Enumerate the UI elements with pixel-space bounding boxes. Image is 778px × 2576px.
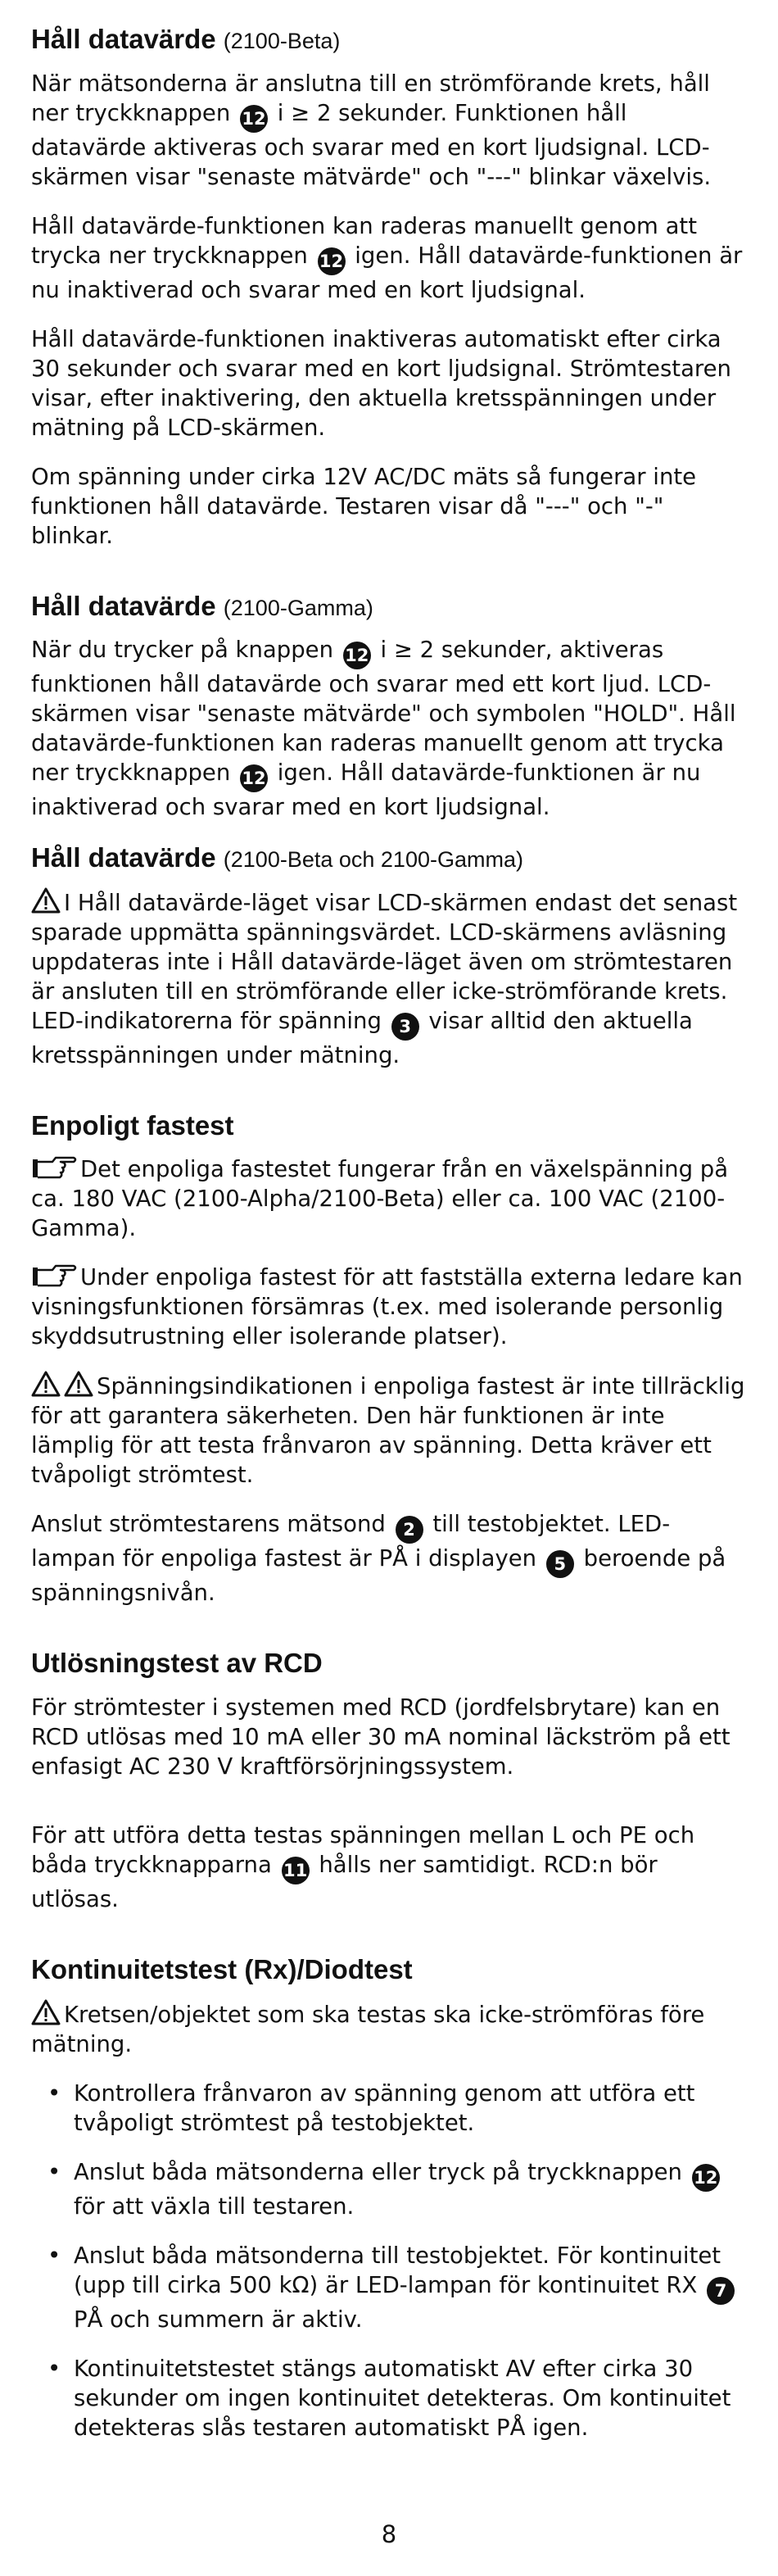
warning-triangle-icon: [31, 1371, 61, 1397]
paragraph: Håll datavärde-funktionen kan raderas manuellt genom att trycka ner tryckknappen 12 igen. Håll datavärde-funktionen är nu inaktiverad och svarar med en kort ljudsignal.: [31, 212, 743, 303]
list-item: • Kontrollera frånvaron av spänning genom att utföra ett tvåpoligt strömtest på testobjektet.: [74, 2079, 745, 2138]
paragraph: Spänningsindikationen i enpoliga fastest är inte tillräcklig för att garantera säkerheten. Den här funktionen är inte lämplig för att testa frånvaron av spänning. Detta kräver ett tvåpoligt strömtest.: [31, 1371, 745, 1490]
warning-triangle-icon: [64, 1371, 93, 1397]
paragraph: Håll datavärde-funktionen inaktiveras automatiskt efter cirka 30 sekunder och svarar med en kort ljudsignal. Strömtestaren visar, efter inaktivering, den aktuella kretsspänningen under mätning på LCD-skärmen.: [31, 325, 731, 441]
list-item: • Anslut båda mätsonderna eller tryck på tryckknappen 12 för att växla till testaren.: [74, 2157, 745, 2221]
callout-number-badge: 12: [692, 2164, 720, 2192]
heading-single-pole: Enpoligt fastest: [31, 1109, 234, 1141]
heading-rcd: Utlösningstest av RCD: [31, 1648, 323, 1679]
paragraph: Anslut strömtestarens mätsond 2 till testobjektet. LED-lampan för enpoliga fastest är PÅ i displayen 5 beroende på spänningsnivån.: [31, 1511, 726, 1607]
heading-hold-beta: Håll datavärde (2100-Beta): [31, 24, 341, 54]
paragraph: Under enpoliga fastest för att fastställa externa ledare kan visningsfunktionen försämras (t.ex. med isolerande personlig skyddsutrustning eller isolerande platser).: [31, 1264, 743, 1350]
paragraph: I Håll datavärde-läget visar LCD-skärmen endast det senast sparade uppmätta spänningsvärdet. LCD-skärmens avläsning uppdateras inte i Håll datavärde-läget även om strömtestaren är ansluten till en strömförande eller icke-strömförande krets. LED-indikatorerna för spänning 3 visar alltid den aktuella kretsspänningen under mätning.: [31, 887, 745, 1070]
pointing-hand-icon: [31, 1154, 79, 1181]
paragraph: Om spänning under cirka 12V AC/DC mäts så fungerar inte funktionen håll datavärde. Testaren visar då "---" och "-" blinkar.: [31, 463, 697, 549]
list-item: • Anslut båda mätsonderna till testobjektet. För kontinuitet (upp till cirka 500 kΩ) är LED-lampan för kontinuitet RX 7 PÅ och summern är aktiv.: [74, 2241, 745, 2334]
callout-number-badge: 2: [396, 1516, 423, 1544]
callout-number-badge: 12: [318, 247, 346, 275]
paragraph: Kretsen/objektet som ska testas ska icke-strömföras före mätning.: [31, 1999, 745, 2059]
callout-number-badge: 12: [240, 105, 268, 133]
paragraph: För att utföra detta testas spänningen mellan L och PE och båda tryckknapparna 11 hålls ner samtidigt. RCD:n bör utlösas.: [31, 1821, 695, 1912]
callout-number-badge: 3: [391, 1013, 419, 1041]
callout-number-badge: 12: [343, 642, 371, 669]
heading-hold-gamma: Håll datavärde (2100-Gamma): [31, 590, 373, 621]
paragraph: För strömtester i systemen med RCD (jordfelsbrytare) kan en RCD utlösas med 10 mA eller 30 mA nominal läckström på ett enfasigt AC 230 V kraftförsörjningssystem.: [31, 1694, 731, 1780]
callout-number-badge: 7: [707, 2277, 735, 2305]
paragraph: När mätsonderna är anslutna till en strömförande krets, håll ner tryckknappen 12 i ≥ 2 sekunder. Funktionen håll datavärde aktiveras och svarar med en kort ljudsignal. LCD-skärmen visar "senaste mätvärde" och "---" blinkar växelvis.: [31, 70, 712, 190]
paragraph: När du trycker på knappen 12 i ≥ 2 sekunder, aktiveras funktionen håll datavärde och svarar med ett kort ljud. LCD-skärmen visar "senaste mätvärde" och symbolen "HOLD". Håll datavärde-funktionen kan raderas manuellt genom att trycka ner tryckknappen 12 igen. Håll datavärde-funktionen är nu inaktiverad och svarar med en kort ljudsignal.: [31, 637, 736, 821]
bullet-list: [31, 2079, 745, 2442]
callout-number-badge: 12: [240, 764, 268, 792]
warning-triangle-icon: [31, 1999, 61, 2025]
heading-hold-both: Håll datavärde (2100-Beta och 2100-Gamma): [31, 842, 523, 873]
callout-number-badge: 11: [282, 1857, 310, 1884]
heading-continuity: Kontinuitetstest (Rx)/Diodtest: [31, 1953, 413, 1984]
warning-triangle-icon: [31, 887, 61, 914]
callout-number-badge: 5: [546, 1550, 574, 1578]
paragraph: Det enpoliga fastestet fungerar från en växelspänning på ca. 180 VAC (2100-Alpha/2100-Beta) eller ca. 100 VAC (2100-Gamma).: [31, 1156, 729, 1242]
pointing-hand-icon: [31, 1263, 79, 1289]
page-number: 8: [381, 2520, 397, 2548]
list-item: • Kontinuitetstestet stängs automatiskt AV efter cirka 30 sekunder om ingen kontinuitet detekteras. Om kontinuitet detekteras slås testaren automatiskt PÅ igen.: [74, 2354, 745, 2442]
